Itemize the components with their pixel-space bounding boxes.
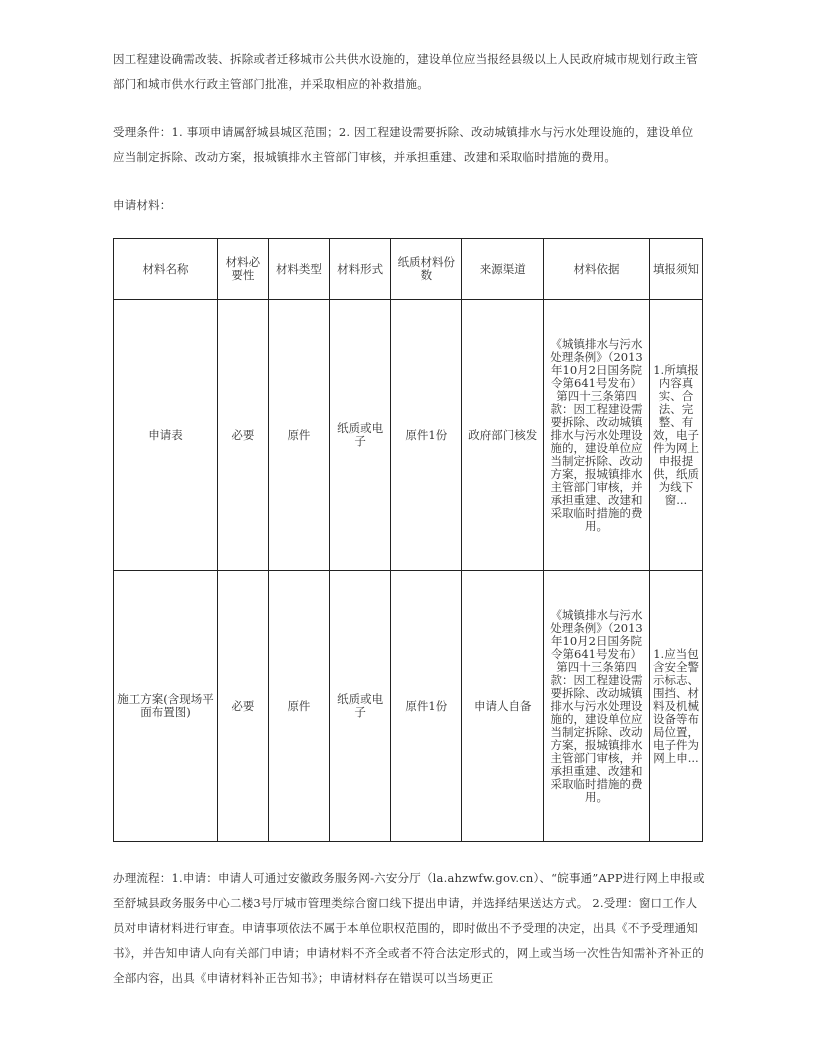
- cell-basis-text: 《城镇排水与污水处理条例》（2013年10月2日国务院令第641号发布）第四十三条第四款：因工程建设需要拆除、改动城镇排水与污水处理设施的，建设单位应当制定拆除、改动方案，报城镇排水主管部门审核，并承担重建、改建和采取临时措施的费用。: [550, 607, 643, 804]
- header-basis: 材料依据: [544, 239, 650, 300]
- cell-copies: 原件1份: [391, 300, 462, 571]
- cell-note: [649, 300, 702, 571]
- paragraph-acceptance-conditions: 受理条件：1. 事项申请属舒城县城区范围；2. 因工程建设需要拆除、改动城镇排水与污水处理设施的，建设单位应当制定拆除、改动方案，报城镇排水主管部门审核，并承担重建、改建和采取临时措施的费用。: [113, 125, 694, 164]
- cell-basis: [544, 300, 650, 571]
- header-type: 材料类型: [268, 239, 329, 300]
- cell-copies: 原件1份: [391, 571, 462, 842]
- paragraph-materials-heading: 申请材料：: [113, 198, 172, 212]
- cell-necessity: 必要: [217, 300, 268, 571]
- cell-source: 申请人自备: [462, 571, 544, 842]
- paragraph-process: 办理流程：1.申请：申请人可通过安徽政务服务网-六安分厅（la.ahzwfw.gov.cn）、“皖事通”APP进行网上申报或至舒城县政务服务中心二楼3号厅城市管理类综合窗口线下提出申请，并选择结果送达方式。 2.受理：窗口工作人员对申请材料进行审查。申请事项依法不属于本单位职权范围的，即时做出不予受理的决定，出具《不予受理通知书》，并告知申请人向有关部门申请；申请材料不齐全或者不符合法定形式的，网上或当场一次性告知需补齐补正的全部内容，出具《申请材料补正告知书》；申请材料存在错误可以当场更正: [113, 871, 705, 985]
- header-material-name: 材料名称: [114, 239, 218, 300]
- cell-note-text: 1.应当包含安全警示标志、围挡、材料及机械设备等布局位置，电子件为网上申...: [652, 646, 699, 765]
- table-row: [114, 300, 703, 571]
- header-source: 来源渠道: [462, 239, 544, 300]
- cell-form: 纸质或电子: [330, 300, 391, 571]
- cell-form: 纸质或电子: [330, 571, 391, 842]
- cell-source: 政府部门核发: [462, 300, 544, 571]
- header-copies: 纸质材料份数: [391, 239, 462, 300]
- header-necessity: 材料必要性: [217, 239, 268, 300]
- table-header-row: [114, 239, 703, 300]
- cell-basis: [544, 571, 650, 842]
- cell-basis-text: 《城镇排水与污水处理条例》（2013年10月2日国务院令第641号发布）第四十三条第四款：因工程建设需要拆除、改动城镇排水与污水处理设施的，建设单位应当制定拆除、改动方案，报城镇排水主管部门审核，并承担重建、改建和采取临时措施的费用。: [550, 336, 643, 533]
- cell-type: 原件: [268, 571, 329, 842]
- cell-necessity: 必要: [217, 571, 268, 842]
- cell-name: 申请表: [114, 300, 218, 571]
- header-form: 材料形式: [330, 239, 391, 300]
- table-row: [114, 571, 703, 842]
- cell-name: 施工方案(含现场平面布置图): [114, 571, 218, 842]
- cell-type: 原件: [268, 300, 329, 571]
- header-note: 填报须知: [649, 239, 702, 300]
- cell-note-text: 1.所填报内容真实、合法、完整、有效，电子件为网上申报提供，纸质为线下窗...: [652, 362, 699, 507]
- materials-table: [113, 238, 703, 842]
- paragraph-intro: 因工程建设确需改装、拆除或者迁移城市公共供水设施的，建设单位应当报经县级以上人民政府城市规划行政主管部门和城市供水行政主管部门批准，并采取相应的补救措施。: [113, 52, 698, 91]
- cell-note: [649, 571, 702, 842]
